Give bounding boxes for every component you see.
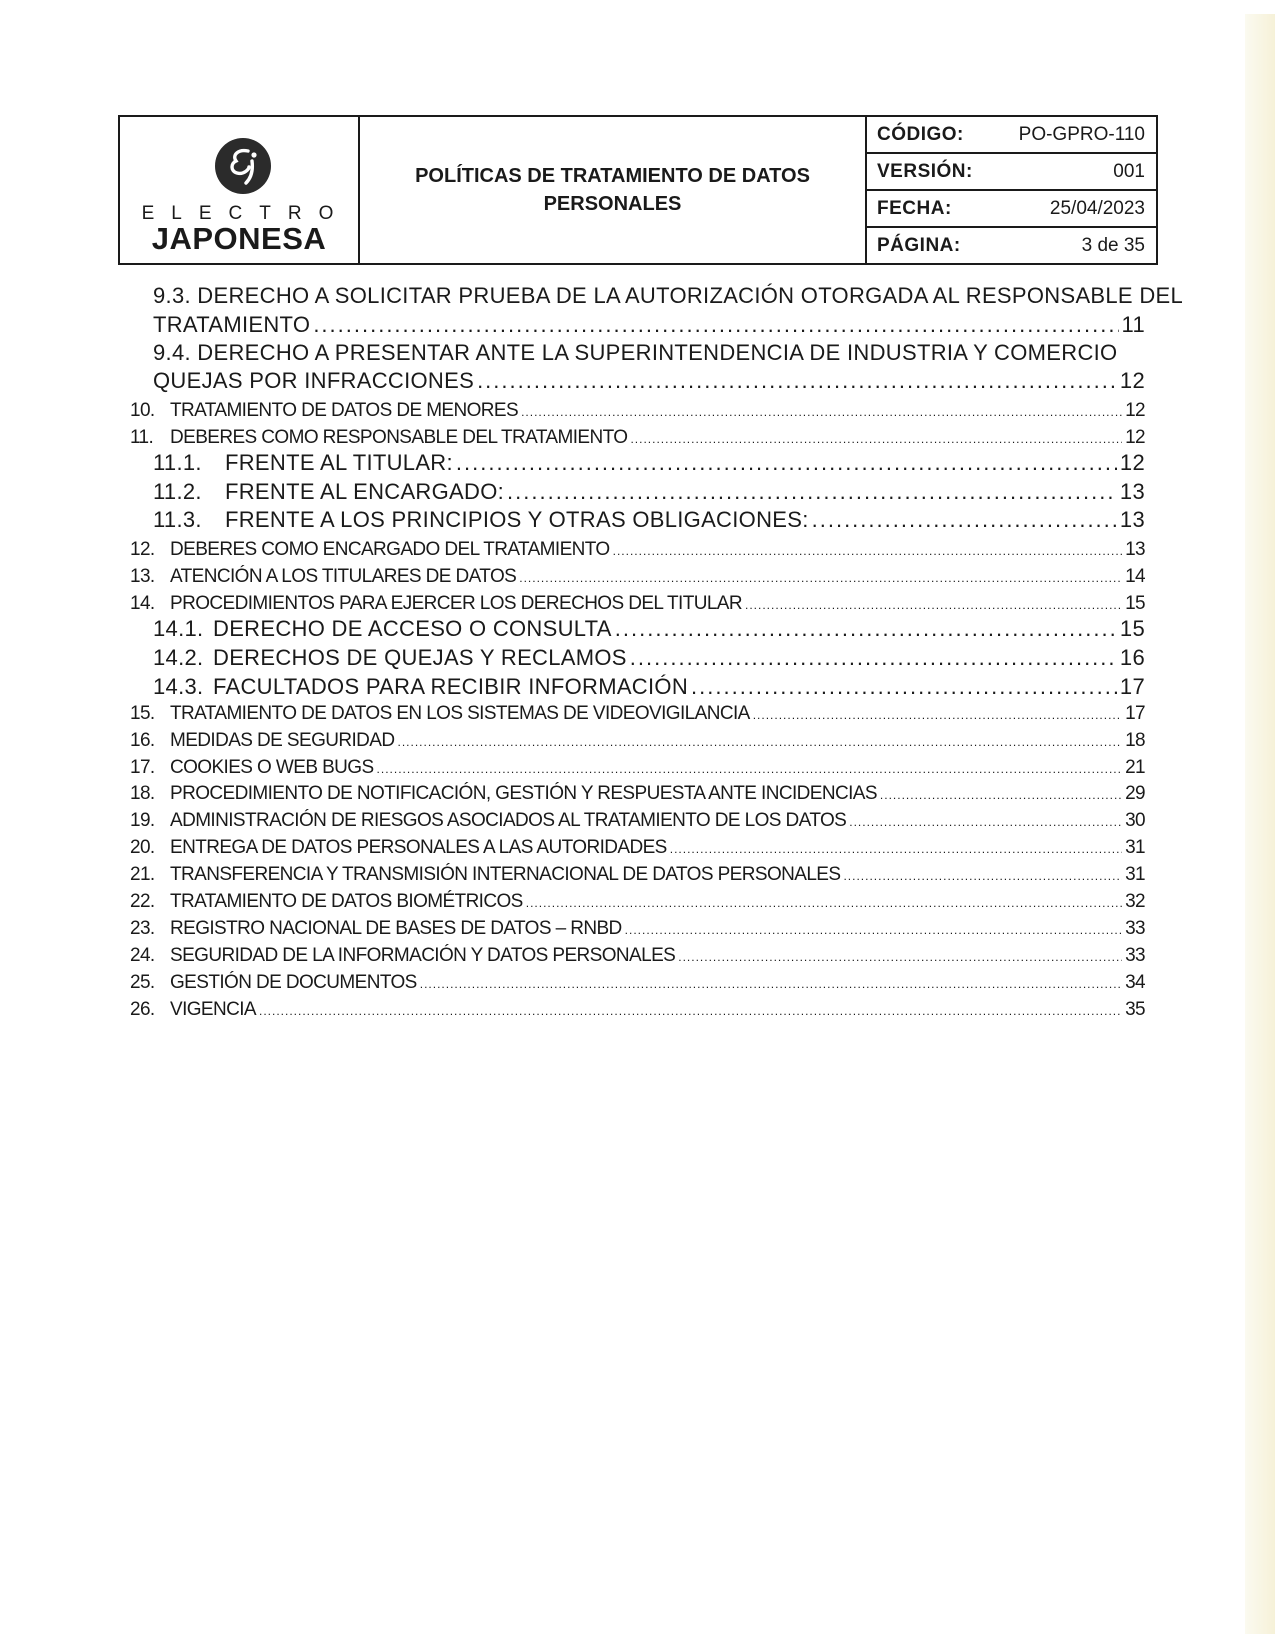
toc-leader-dots	[678, 950, 1122, 964]
toc-entry-11-3[interactable]	[153, 507, 1145, 533]
toc-leader-dots	[477, 368, 1117, 394]
toc-page: 14	[1125, 566, 1145, 587]
toc-page: 35	[1125, 999, 1145, 1020]
toc-item-9-4[interactable]	[153, 368, 1145, 394]
meta-page-label: PÁGINA:	[877, 234, 961, 256]
toc-entry-14-1[interactable]	[153, 616, 1145, 642]
toc-title: MEDIDAS DE SEGURIDAD	[170, 730, 395, 751]
toc-page: 29	[1125, 783, 1145, 804]
toc-title: FACULTADOS PARA RECIBIR INFORMACIÓN	[213, 674, 689, 699]
toc-leader-dots	[753, 708, 1122, 722]
toc-page: 34	[1125, 972, 1145, 993]
toc-leader-dots	[615, 616, 1117, 642]
toc-entry-25[interactable]	[130, 972, 1145, 994]
toc-item-9-4-line1: 9.4. DERECHO A PRESENTAR ANTE LA SUPERINTENDENCIA DE INDUSTRIA Y COMERCIO	[153, 340, 1118, 365]
meta-code-row	[867, 117, 1156, 154]
toc-leader-dots	[259, 1004, 1122, 1018]
toc-number: 14.	[130, 593, 155, 614]
toc-number: 16.	[130, 730, 155, 751]
toc-leader-dots	[745, 598, 1122, 612]
toc-leader-dots	[630, 432, 1122, 446]
toc-item-9-3-line1: 9.3. DERECHO A SOLICITAR PRUEBA DE LA AUTORIZACIÓN OTORGADA AL RESPONSABLE DEL	[153, 283, 1184, 308]
toc-leader-dots	[613, 544, 1122, 558]
toc-number: 15.	[130, 703, 155, 724]
document-title: POLÍTICAS DE TRATAMIENTO DE DATOS PERSONALES	[360, 117, 867, 263]
toc-leader-dots	[843, 869, 1122, 883]
toc-number: 11.3.	[153, 507, 202, 532]
toc-title: PROCEDIMIENTO DE NOTIFICACIÓN, GESTIÓN Y RESPUESTA ANTE INCIDENCIAS	[170, 783, 877, 804]
document-header	[118, 115, 1158, 265]
toc-title: VIGENCIA	[170, 999, 256, 1020]
toc-leader-dots	[507, 479, 1117, 505]
toc-entry-20[interactable]	[130, 837, 1145, 859]
toc-number: 14.3.	[153, 674, 204, 699]
toc-leader-dots	[519, 571, 1122, 585]
toc-number: 11.1.	[153, 450, 202, 475]
toc-entry-15[interactable]	[130, 703, 1145, 725]
toc-number: 17.	[130, 757, 155, 778]
toc-page: 17	[1119, 674, 1145, 699]
toc-title: ADMINISTRACIÓN DE RIESGOS ASOCIADOS AL TRATAMIENTO DE LOS DATOS	[170, 810, 847, 831]
toc-entry-16[interactable]	[130, 730, 1145, 752]
toc-leader-dots	[849, 815, 1122, 829]
toc-page: 31	[1125, 864, 1145, 885]
toc-number: 25.	[130, 972, 155, 993]
toc-title: TRATAMIENTO DE DATOS EN LOS SISTEMAS DE VIDEOVIGILANCIA	[170, 703, 750, 724]
meta-date-label: FECHA:	[877, 197, 952, 219]
toc-number: 14.2.	[153, 645, 204, 670]
toc-page: 33	[1125, 918, 1145, 939]
meta-version-row	[867, 154, 1156, 191]
toc-page: 21	[1125, 757, 1145, 778]
toc-page: 30	[1125, 810, 1145, 831]
toc-entry-22[interactable]	[130, 891, 1145, 913]
toc-title: ATENCIÓN A LOS TITULARES DE DATOS	[170, 566, 517, 587]
meta-version-value: 001	[1113, 160, 1145, 182]
toc-title: TRATAMIENTO	[153, 312, 311, 337]
toc-number: 20.	[130, 837, 155, 858]
toc-number: 11.	[130, 427, 154, 448]
toc-page: 17	[1125, 703, 1145, 724]
toc-title: FRENTE AL TITULAR:	[225, 450, 453, 475]
toc-leader-dots	[420, 977, 1122, 991]
toc-leader-dots	[670, 842, 1122, 856]
toc-page: 15	[1125, 593, 1145, 614]
meta-code-label: CÓDIGO:	[877, 123, 964, 145]
toc-entry-12[interactable]	[130, 539, 1145, 561]
toc-entry-11-2[interactable]	[153, 479, 1145, 505]
toc-leader-dots	[625, 923, 1122, 937]
toc-item-9-3[interactable]	[153, 312, 1145, 338]
logo-emblem-icon	[214, 137, 272, 195]
toc-entry-17[interactable]	[130, 757, 1145, 779]
toc-title: COOKIES O WEB BUGS	[170, 757, 374, 778]
toc-title: REGISTRO NACIONAL DE BASES DE DATOS – RNBD	[170, 918, 622, 939]
document-meta	[867, 117, 1156, 263]
meta-date-value: 25/04/2023	[1049, 197, 1145, 219]
logo-text-top: ELECTRO	[141, 203, 351, 224]
toc-page: 16	[1119, 645, 1145, 670]
toc-entry-14-3[interactable]	[153, 674, 1145, 700]
toc-leader-dots	[397, 735, 1122, 749]
toc-title: DERECHOS DE QUEJAS Y RECLAMOS	[213, 645, 627, 670]
toc-title: GESTIÓN DE DOCUMENTOS	[170, 972, 417, 993]
toc-page: 12	[1125, 427, 1145, 448]
toc-page: 12	[1119, 450, 1145, 475]
toc-page: 13	[1125, 539, 1145, 560]
toc-title: ENTREGA DE DATOS PERSONALES A LAS AUTORIDADES	[170, 837, 667, 858]
toc-number: 12.	[130, 539, 155, 560]
toc-number: 26.	[130, 999, 155, 1020]
toc-title: TRANSFERENCIA Y TRANSMISIÓN INTERNACIONAL DE DATOS PERSONALES	[170, 864, 841, 885]
toc-page: 13	[1119, 507, 1145, 532]
toc-leader-dots	[691, 674, 1117, 700]
toc-entry-11[interactable]	[130, 427, 1145, 449]
toc-title: FRENTE A LOS PRINCIPIOS Y OTRAS OBLIGACIONES:	[225, 507, 809, 532]
toc-number: 22.	[130, 891, 155, 912]
toc-title: TRATAMIENTO DE DATOS BIOMÉTRICOS	[170, 891, 523, 912]
toc-page: 32	[1125, 891, 1145, 912]
meta-code-value: PO-GPRO-110	[1018, 123, 1145, 145]
toc-title: DERECHO DE ACCESO O CONSULTA	[213, 616, 612, 641]
toc-entry-19[interactable]	[130, 810, 1145, 832]
toc-number: 24.	[130, 945, 155, 966]
toc-entry-23[interactable]	[130, 918, 1145, 940]
toc-entry-24[interactable]	[130, 945, 1145, 967]
toc-number: 10.	[130, 400, 155, 421]
toc-leader-dots	[313, 312, 1118, 338]
toc-number: 23.	[130, 918, 155, 939]
toc-number: 13.	[130, 566, 155, 587]
toc-page: 11	[1121, 312, 1145, 337]
toc-number: 11.2.	[153, 479, 202, 504]
toc-title: FRENTE AL ENCARGADO:	[225, 479, 505, 504]
toc-leader-dots	[880, 788, 1122, 802]
toc-number: 19.	[130, 810, 155, 831]
meta-page-value: 3 de 35	[1081, 234, 1145, 256]
toc-number: 18.	[130, 783, 155, 804]
toc-entry-13[interactable]	[130, 566, 1145, 588]
toc-title: PROCEDIMIENTOS PARA EJERCER LOS DERECHOS DEL TITULAR	[170, 593, 743, 614]
toc-leader-dots	[521, 405, 1122, 419]
company-logo	[120, 117, 360, 263]
toc-title: DEBERES COMO RESPONSABLE DEL TRATAMIENTO	[170, 427, 628, 448]
toc-entry-21[interactable]	[130, 864, 1145, 886]
toc-number: 21.	[130, 864, 155, 885]
meta-version-label: VERSIÓN:	[877, 160, 973, 182]
toc-leader-dots	[456, 450, 1117, 476]
toc-page: 33	[1125, 945, 1145, 966]
toc-page: 13	[1119, 479, 1145, 504]
toc-leader-dots	[377, 762, 1123, 776]
toc-entry-14-2[interactable]	[153, 645, 1145, 671]
toc-page: 18	[1125, 730, 1145, 751]
meta-date-row	[867, 191, 1156, 228]
toc-page: 15	[1119, 616, 1145, 641]
toc-entry-10[interactable]	[130, 400, 1145, 422]
paper-edge	[1245, 14, 1275, 1634]
meta-page-row	[867, 228, 1156, 263]
toc-leader-dots	[812, 507, 1117, 533]
toc-page: 12	[1119, 368, 1145, 393]
toc-entry-14[interactable]	[130, 593, 1145, 615]
toc-entry-11-1[interactable]	[153, 450, 1145, 476]
toc-page: 31	[1125, 837, 1145, 858]
toc-title: SEGURIDAD DE LA INFORMACIÓN Y DATOS PERSONALES	[170, 945, 676, 966]
toc-title: TRATAMIENTO DE DATOS DE MENORES	[170, 400, 519, 421]
toc-leader-dots	[526, 896, 1122, 910]
toc-leader-dots	[630, 645, 1117, 671]
toc-entry-26[interactable]	[130, 999, 1145, 1021]
toc-page: 12	[1125, 400, 1145, 421]
toc-entry-18[interactable]	[130, 783, 1145, 805]
logo-text-bottom: JAPONESA	[151, 221, 327, 256]
toc-title: DEBERES COMO ENCARGADO DEL TRATAMIENTO	[170, 539, 610, 560]
toc-number: 14.1.	[153, 616, 204, 641]
toc-title: QUEJAS POR INFRACCIONES	[153, 368, 475, 393]
